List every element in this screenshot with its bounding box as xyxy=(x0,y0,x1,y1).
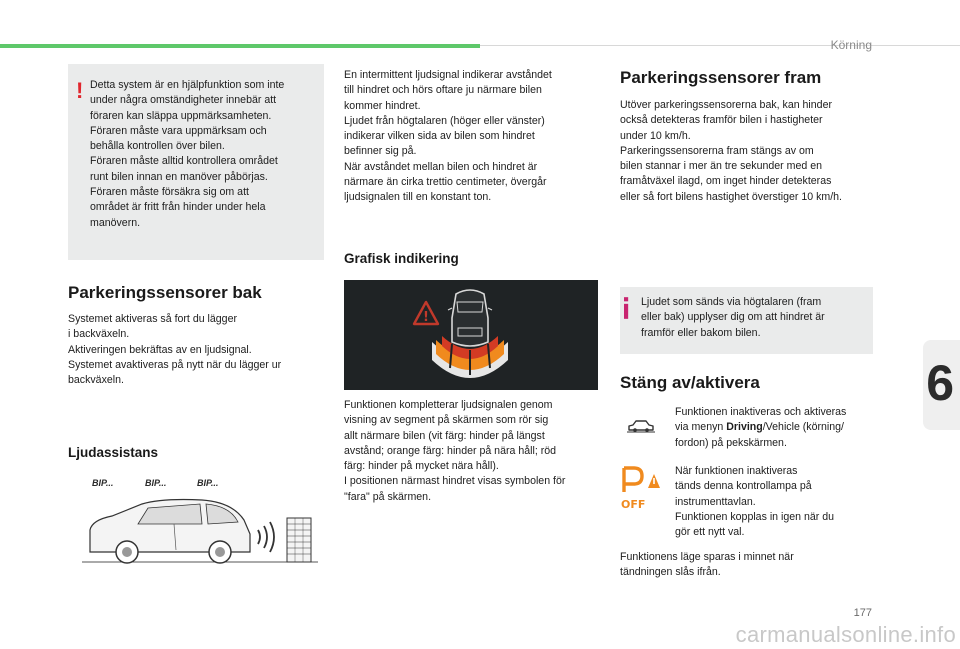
toggle-menu-line: Funktionen inaktiveras och aktiveras xyxy=(675,406,847,418)
lamp-line: tänds denna kontrollampa på xyxy=(675,480,812,493)
middle-line: När avståndet mellan bilen och hindret är xyxy=(344,160,538,173)
graphic-line: I positionen närmast hindret visas symbolen för xyxy=(344,475,566,488)
middle-line: ljudsignalen till en konstant ton. xyxy=(344,191,492,204)
middle-line: till hindret och hörs oftare ju närmare bilen xyxy=(344,84,542,97)
beep-label: BIP... xyxy=(145,478,167,488)
header-divider xyxy=(480,45,960,46)
middle-line: befinner sig på. xyxy=(344,145,417,158)
graphic-line: "fara" på skärmen. xyxy=(344,490,432,503)
beep-label: BIP... xyxy=(92,478,114,488)
exclamation-icon: ! xyxy=(76,78,84,103)
section-title: Körning xyxy=(830,38,872,52)
warning-text xyxy=(90,78,284,231)
graphic-indication-text xyxy=(344,398,565,505)
graphic-line: visning av segment på skärmen som rör sig xyxy=(344,414,549,427)
warning-line: Detta system är en hjälpfunktion som inte xyxy=(90,79,285,91)
graphic-line: avstånd; orange färg: hinder på nära håll; röd xyxy=(344,444,557,457)
graphic-line: allt närmare bilen (vit färg: hinder på längst xyxy=(344,429,545,442)
lamp-line: Funktionen kopplas in igen när du xyxy=(675,510,835,523)
rear-sensors-text xyxy=(68,312,281,388)
car-reversing-illustration xyxy=(82,490,318,570)
info-line: Ljudet som sänds via högtalaren (fram xyxy=(641,296,822,308)
rear-line: Aktiveringen bekräftas av en ljudsignal. xyxy=(68,343,252,356)
warning-line: området är fritt från hinder under hela xyxy=(90,201,266,214)
middle-line: indikerar vilken sida av bilen som hindret xyxy=(344,130,535,143)
rear-sensors-heading: Parkeringssensorer bak xyxy=(68,283,262,302)
warning-line: Föraren måste alltid kontrollera området xyxy=(90,155,278,168)
toggle-menu-line xyxy=(675,420,846,435)
front-line: framåtväxel ilagd, om inget hinder detekteras xyxy=(620,175,832,188)
warning-line: under några omständigheter innebär att xyxy=(90,94,277,107)
toggle-heading: Stäng av/aktivera xyxy=(620,373,760,392)
rear-line: Systemet aktiveras så fort du lägger xyxy=(68,313,237,325)
graphic-line: färg: hinder på mycket nära håll). xyxy=(344,460,499,473)
lamp-text xyxy=(675,464,834,540)
toggle-menu-line: fordon) på pekskärmen. xyxy=(675,436,787,449)
rear-line: Systemet avaktiveras på nytt när du lägger ur xyxy=(68,358,282,371)
beep-label: BIP... xyxy=(197,478,219,488)
graphic-indication-heading: Grafisk indikering xyxy=(344,251,459,266)
front-line: eller så fort bilens hastighet överstiger 10 km/h. xyxy=(620,190,842,203)
middle-line: En intermittent ljudsignal indikerar avståndet xyxy=(344,69,552,81)
lamp-off-label: OFF xyxy=(621,498,646,510)
header-accent-bar xyxy=(0,44,480,48)
front-line: också detekteras framför bilen i hastigheter xyxy=(620,114,823,127)
warning-line: runt bilen innan en manöver påbörjas. xyxy=(90,170,268,183)
audio-signal-text xyxy=(344,68,552,206)
lamp-line: När funktionen inaktiveras xyxy=(675,465,798,477)
lamp-line: instrumenttavlan. xyxy=(675,495,756,508)
parking-off-lamp-icon xyxy=(620,466,664,510)
car-icon xyxy=(627,418,655,434)
info-text xyxy=(641,295,825,341)
warning-line: behålla kontrollen över bilen. xyxy=(90,140,225,153)
audio-assist-heading: Ljudassistans xyxy=(68,445,159,460)
memory-line: Funktionens läge sparas i minnet när xyxy=(620,551,794,563)
svg-text:!: ! xyxy=(423,310,429,325)
parking-display-image xyxy=(344,280,598,390)
front-line: bilen stannar i mer än tre sekunder med en xyxy=(620,160,822,173)
middle-line: närmare än cirka trettio centimeter, övergår xyxy=(344,176,547,189)
warning-line: Föraren måste vara uppmärksam och xyxy=(90,124,267,137)
rear-line: i backväxeln. xyxy=(68,328,130,341)
toggle-menu-text xyxy=(675,405,846,451)
watermark: carmanualsonline.info xyxy=(735,622,956,647)
parking-sensor-graphic xyxy=(344,280,598,390)
front-line: Utöver parkeringssensorerna bak, kan hinder xyxy=(620,99,832,111)
chapter-number: 6 xyxy=(926,355,954,411)
info-line: eller bak) upplyser dig om att hindret är xyxy=(641,311,825,324)
front-line: Parkeringssensorerna fram stängs av om xyxy=(620,144,814,157)
front-sensors-text xyxy=(620,98,842,205)
graphic-line: Funktionen kompletterar ljudsignalen genom xyxy=(344,399,553,411)
info-icon xyxy=(624,295,629,321)
lamp-line: gör ett nytt val. xyxy=(675,526,745,539)
warning-line: Föraren måste försäkra sig om att xyxy=(90,186,249,199)
front-line: under 10 km/h. xyxy=(620,129,691,142)
front-sensors-heading: Parkeringssensorer fram xyxy=(620,68,822,87)
memory-text xyxy=(620,550,794,581)
menu-via: via menyn xyxy=(675,421,727,434)
menu-vehicle: /Vehicle (körning/ xyxy=(762,421,844,434)
memory-line: tändningen slås ifrån. xyxy=(620,566,721,579)
warning-line: föraren kan släppa uppmärksamheten. xyxy=(90,109,272,122)
rear-line: backväxeln. xyxy=(68,374,124,387)
middle-line: kommer hindret. xyxy=(344,99,421,112)
menu-driving: Driving xyxy=(726,421,763,434)
warning-line: manövern. xyxy=(90,216,141,229)
middle-line: Ljudet från högtalaren (höger eller vänster) xyxy=(344,114,545,127)
page-number: 177 xyxy=(853,607,872,619)
info-line: framför eller bakom bilen. xyxy=(641,326,761,339)
